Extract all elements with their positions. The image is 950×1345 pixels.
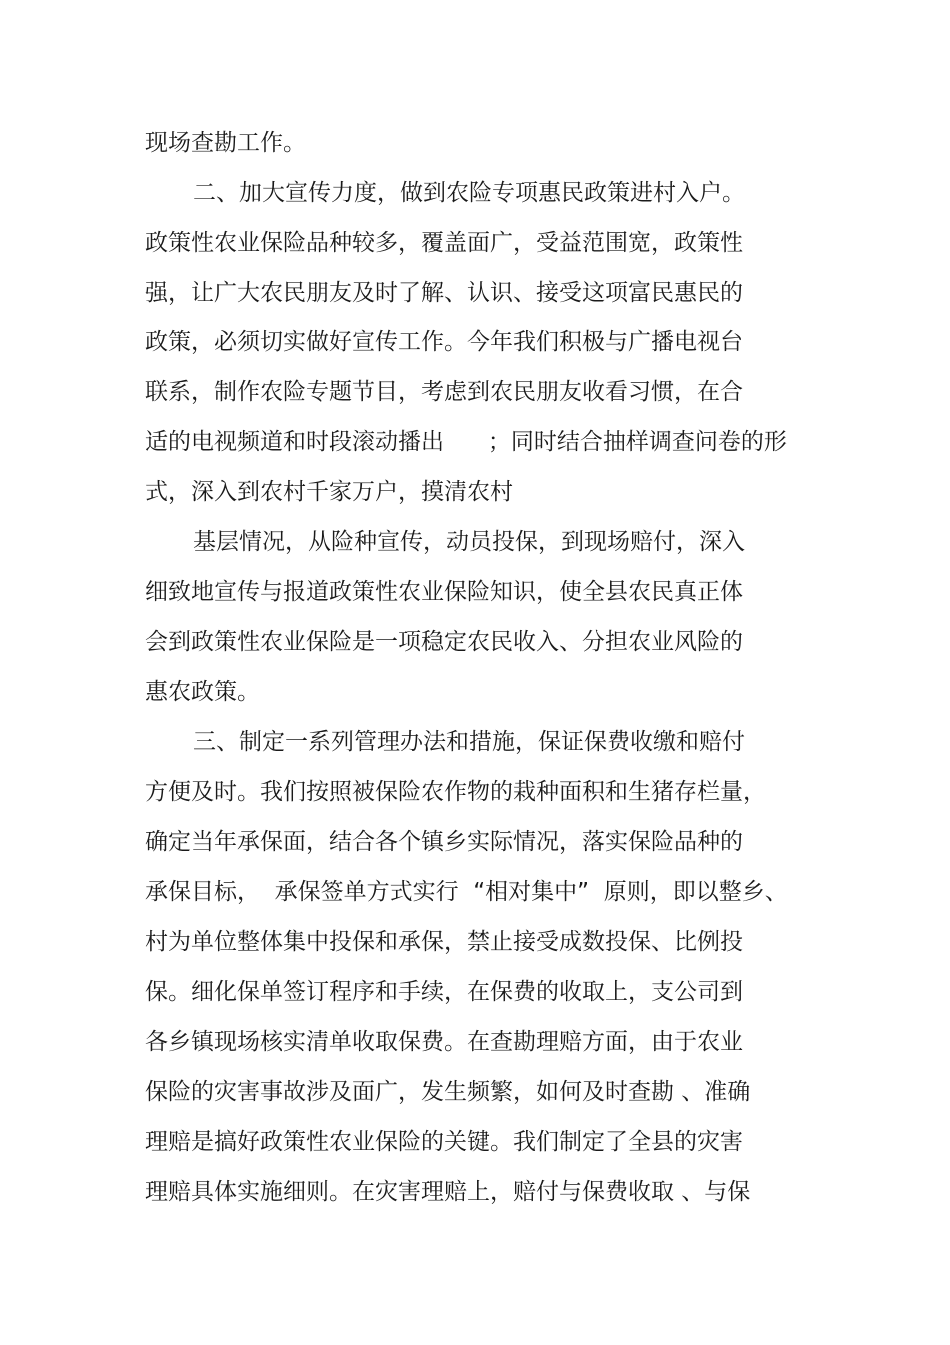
text-line-8: 式，深入到农村千家万户，摸清农村 bbox=[145, 479, 513, 505]
text-line-19: 各乡镇现场核实清单收取保费。在查勘理赔方面，由于农业 bbox=[145, 1029, 743, 1055]
text-line-9: 基层情况，从险种宣传，动员投保，到现场赔付，深入 bbox=[193, 529, 745, 555]
text-line-1: 现场查勘工作。 bbox=[145, 130, 306, 156]
text-line-17: 村为单位整体集中投保和承保，禁止接受成数投保、比例投 bbox=[145, 929, 743, 955]
text-line-14: 方便及时。我们按照被保险农作物的栽种面积和生猪存栏量， bbox=[145, 779, 766, 805]
text-line-6: 联系，制作农险专题节目，考虑到农民朋友收看习惯，在合 bbox=[145, 379, 743, 405]
text-line-11: 会到政策性农业保险是一项稳定农民收入、分担农业风险的 bbox=[145, 629, 743, 655]
text-line-12: 惠农政策。 bbox=[145, 679, 260, 705]
text-line-4: 强，让广大农民朋友及时了解、认识、接受这项富民惠民的 bbox=[145, 280, 743, 306]
text-line-5: 政策，必须切实做好宣传工作。今年我们积极与广播电视台 bbox=[145, 329, 743, 355]
text-line-7: 适的电视频道和时段滚动播出 ；同时结合抽样调查问卷的形 bbox=[145, 429, 787, 455]
text-line-15: 确定当年承保面，结合各个镇乡实际情况，落实保险品种的 bbox=[145, 829, 743, 855]
section-heading-3: 三、制定一系列管理办法和措施，保证保费收缴和赔付 bbox=[193, 729, 745, 755]
section-heading-2: 二、加大宣传力度，做到农险专项惠民政策进村入户。 bbox=[193, 180, 745, 206]
text-line-16: 承保目标， 承保签单方式实行 “相对集中” 原则，即以整乡、 bbox=[145, 879, 788, 905]
text-line-21: 理赔是搞好政策性农业保险的关键。我们制定了全县的灾害 bbox=[145, 1129, 743, 1155]
text-line-20: 保险的灾害事故涉及面广，发生频繁，如何及时查勘 、准确 bbox=[145, 1079, 751, 1105]
text-line-18: 保。细化保单签订程序和手续，在保费的收取上，支公司到 bbox=[145, 979, 743, 1005]
text-line-3: 政策性农业保险品种较多，覆盖面广，受益范围宽，政策性 bbox=[145, 230, 743, 256]
text-line-22: 理赔具体实施细则。在灾害理赔上，赔付与保费收取 、与保 bbox=[145, 1179, 751, 1205]
text-line-10: 细致地宣传与报道政策性农业保险知识，使全县农民真正体 bbox=[145, 579, 743, 605]
